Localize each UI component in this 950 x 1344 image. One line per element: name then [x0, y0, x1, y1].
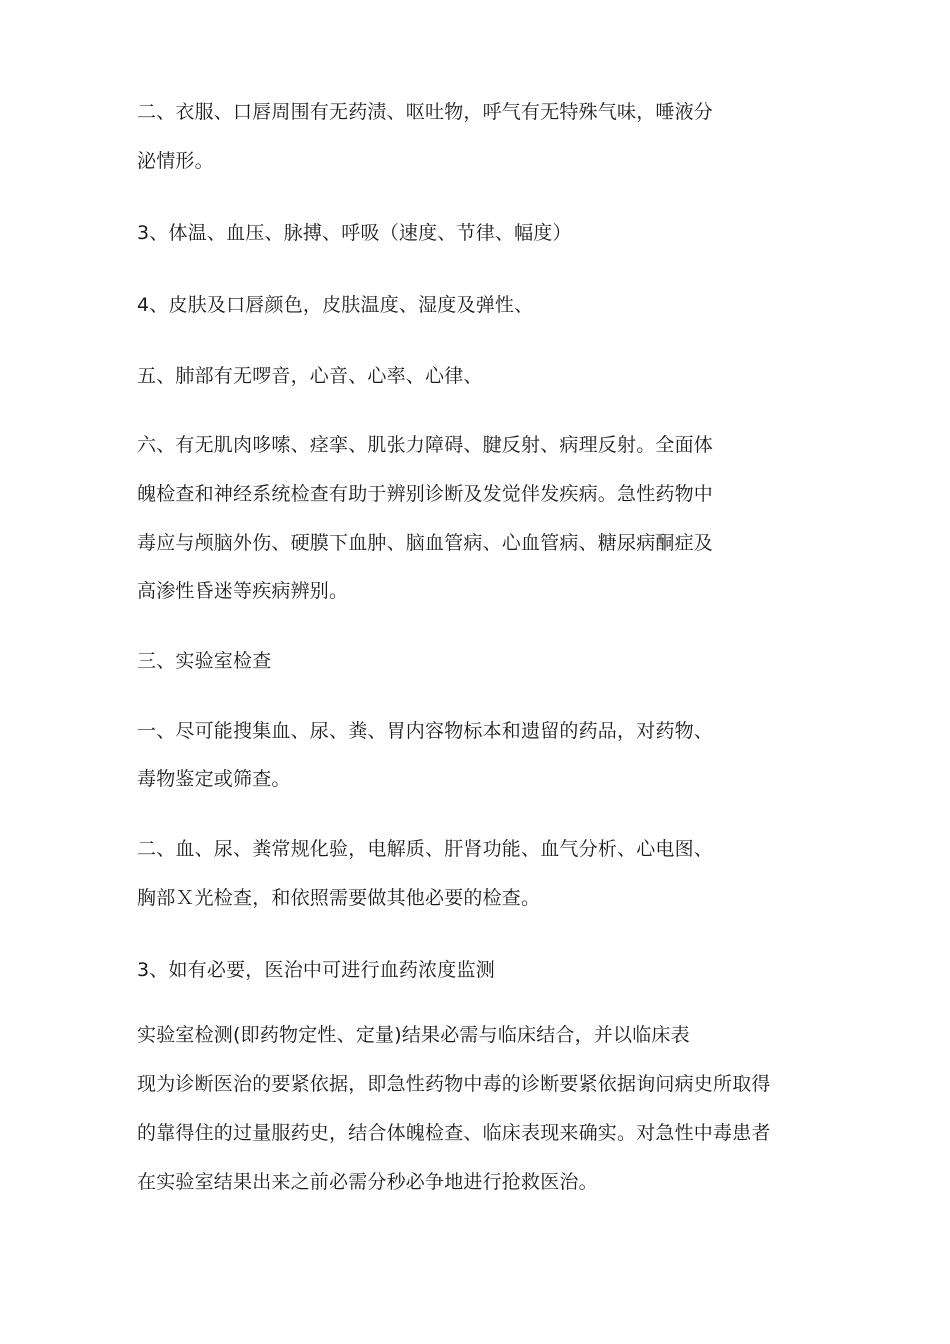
text-line: 六、有无肌肉哆嗦、痉挛、肌张力障碍、腱反射、病理反射。全面体	[137, 434, 714, 456]
text-line: 3、体温、血压、脉搏、呼吸（速度、节律、幅度）	[137, 222, 572, 244]
text-line: 魄检查和神经系统检查有助于辨别诊断及发觉伴发疾病。急性药物中	[137, 483, 714, 505]
text-line: 胸部Ｘ光检查，和依照需要做其他必要的检查。	[137, 887, 541, 909]
text-line: 泌情形。	[137, 150, 214, 172]
text-line: 二、衣服、口唇周围有无药渍、呕吐物，呼气有无特殊气味，唾液分	[137, 101, 714, 123]
section-heading: 三、实验室检查	[137, 650, 272, 672]
text-line: 在实验室结果出来之前必需分秒必争地进行抢救医治。	[137, 1171, 598, 1193]
text-line: 4、皮肤及口唇颜色，皮肤温度、湿度及弹性、	[137, 294, 534, 316]
text-line: 五、肺部有无啰音，心音、心率、心律、	[137, 365, 483, 387]
text-line: 的靠得住的过量服药史，结合体魄检查、临床表现来确实。对急性中毒患者	[137, 1122, 771, 1144]
text-line: 一、尽可能搜集血、尿、粪、胃内容物标本和遗留的药品，对药物、	[137, 720, 714, 742]
text-line: 现为诊断医治的要紧依据，即急性药物中毒的诊断要紧依据询问病史所取得	[137, 1073, 771, 1095]
text-line: 实验室检测(即药物定性、定量)结果必需与临床结合，并以临床表	[137, 1024, 690, 1046]
text-line: 毒物鉴定或筛查。	[137, 768, 291, 790]
text-line: 3、如有必要，医治中可进行血药浓度监测	[137, 959, 495, 981]
text-line: 高渗性昏迷等疾病辨别。	[137, 580, 349, 602]
text-line: 二、血、尿、粪常规化验，电解质、肝肾功能、血气分析、心电图、	[137, 838, 714, 860]
text-line: 毒应与颅脑外伤、硬膜下血肿、脑血管病、心血管病、糖尿病酮症及	[137, 532, 714, 554]
